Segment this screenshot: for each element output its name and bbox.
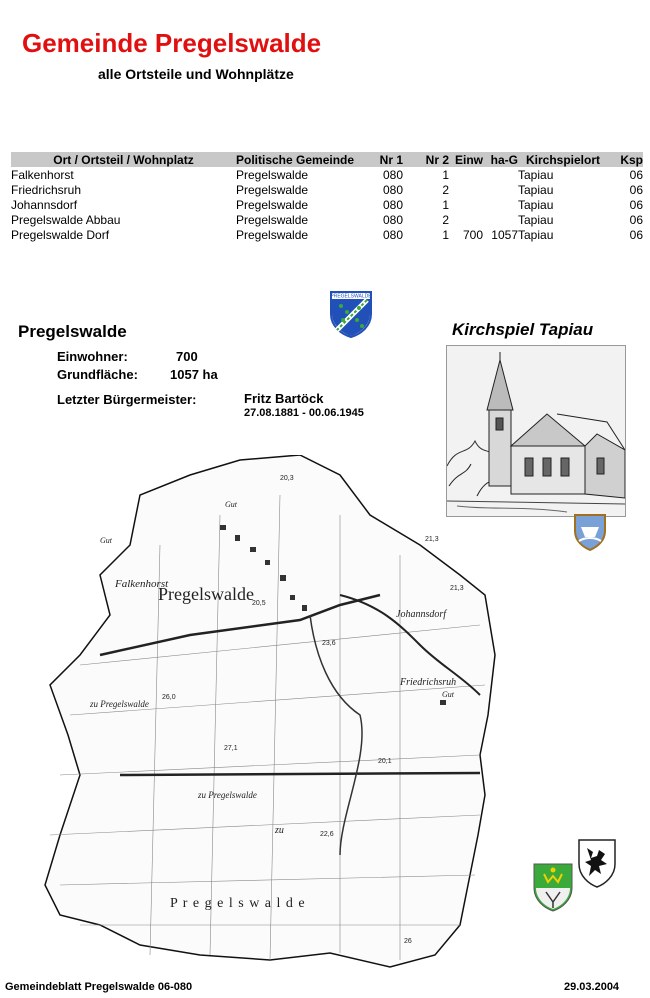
map-label-gut1: Gut xyxy=(100,536,112,545)
pregelswalde-crest-icon xyxy=(329,290,373,338)
col-header-kirchspielort: Kirchspielort xyxy=(518,152,608,167)
mayor-dates: 27.08.1881 - 00.06.1945 xyxy=(244,407,364,419)
map-height: 26 xyxy=(404,938,412,945)
map-height: 21,3 xyxy=(450,585,464,592)
col-header-ort: Ort / Ortsteil / Wohnplatz xyxy=(11,152,236,167)
historic-map xyxy=(40,455,500,970)
footer-document-id: Gemeindeblatt Pregelswalde 06-080 xyxy=(5,981,193,993)
table-header-row xyxy=(11,152,643,167)
map-label-friedrichsruh: Friedrichsruh xyxy=(400,677,457,688)
cell-gemeinde: Pregelswalde xyxy=(236,182,309,197)
map-drawing xyxy=(40,455,500,970)
map-label-gut2: Gut xyxy=(225,500,237,509)
cell-einw xyxy=(449,197,483,212)
cell-kirchspielort: Tapiau xyxy=(518,197,554,212)
cell-ksp: 06 xyxy=(629,227,643,242)
col-header-ha: ha-G xyxy=(483,152,518,167)
eagle-crest-icon xyxy=(577,838,617,888)
map-label-pregelswalde: Pregelswalde xyxy=(158,584,254,604)
cell-gemeinde: Pregelswalde xyxy=(236,197,309,212)
map-height: 26,0 xyxy=(162,694,176,701)
cell-einw xyxy=(449,167,483,182)
green-crest-icon xyxy=(532,862,574,912)
cell-ha xyxy=(483,182,518,197)
cell-einw xyxy=(449,182,483,197)
cell-nr1: 080 xyxy=(382,182,403,197)
cell-nr2: 2 xyxy=(442,182,449,197)
footer-date: 29.03.2004 xyxy=(564,981,620,993)
table-row xyxy=(11,227,643,242)
cell-einw xyxy=(449,212,483,227)
cell-nr2: 1 xyxy=(442,197,449,212)
cell-ha xyxy=(483,167,518,182)
grundflaeche-value: 1057 ha xyxy=(170,367,218,382)
place-name: Pregelswalde xyxy=(18,322,127,341)
settlements-table xyxy=(11,152,643,242)
col-header-nr1: Nr 1 xyxy=(357,152,403,167)
col-header-einw: Einw xyxy=(449,152,483,167)
cell-ha xyxy=(483,212,518,227)
crest-caption: PREGELSWALDE xyxy=(330,293,372,300)
cell-gemeinde: Pregelswalde xyxy=(236,212,309,227)
cell-nr1: 080 xyxy=(382,197,403,212)
cell-nr2: 1 xyxy=(442,227,449,242)
einwohner-value: 700 xyxy=(176,349,198,364)
map-height: 20,3 xyxy=(280,475,294,482)
cell-ksp: 06 xyxy=(629,212,643,227)
cell-ha xyxy=(483,197,518,212)
kirchspiel-heading: Kirchspiel Tapiau xyxy=(452,320,594,339)
map-height: 20,5 xyxy=(252,600,266,607)
table-row xyxy=(11,212,643,227)
tapiau-crest-icon xyxy=(573,513,607,551)
cell-ort: Johannsdorf xyxy=(11,197,78,212)
col-header-gemeinde: Politische Gemeinde xyxy=(236,152,357,167)
mayor-label: Letzter Bürgermeister: xyxy=(57,392,197,407)
page-title: Gemeinde Pregelswalde xyxy=(22,28,322,58)
map-label-johannsdorf: Johannsdorf xyxy=(396,609,446,620)
map-label-pregelswalde-lower: P r e g e l s w a l d e xyxy=(170,896,306,911)
cell-kirchspielort: Tapiau xyxy=(518,212,554,227)
cell-ha: 1057 xyxy=(491,227,518,242)
cell-kirchspielort: Tapiau xyxy=(518,227,554,242)
cell-ksp: 06 xyxy=(629,197,643,212)
cell-ksp: 06 xyxy=(629,182,643,197)
cell-nr2: 2 xyxy=(442,212,449,227)
cell-ort: Friedrichsruh xyxy=(11,182,82,197)
cell-ort: Falkenhorst xyxy=(11,167,74,182)
cell-gemeinde: Pregelswalde xyxy=(236,227,309,242)
map-height: 23,6 xyxy=(322,640,336,647)
table-row xyxy=(11,182,643,197)
map-label-zu2: zu Pregelswalde xyxy=(198,790,257,800)
einwohner-label: Einwohner: xyxy=(57,349,128,364)
cell-kirchspielort: Tapiau xyxy=(518,167,554,182)
cell-nr1: 080 xyxy=(382,167,403,182)
cell-nr1: 080 xyxy=(382,227,403,242)
map-height: 21,3 xyxy=(425,536,439,543)
cell-einw: 700 xyxy=(462,227,483,242)
map-height: 27,1 xyxy=(224,745,238,752)
cell-ksp: 06 xyxy=(629,167,643,182)
table-row xyxy=(11,197,643,212)
col-header-nr2: Nr 2 xyxy=(403,152,449,167)
cell-nr1: 080 xyxy=(382,212,403,227)
map-label-zu1: zu Pregelswalde xyxy=(90,699,149,709)
grundflaeche-label: Grundfläche: xyxy=(57,367,138,382)
page-subtitle: alle Ortsteile und Wohnplätze xyxy=(98,66,294,82)
col-header-ksp: Ksp xyxy=(608,152,643,167)
map-height: 20,1 xyxy=(378,758,392,765)
cell-gemeinde: Pregelswalde xyxy=(236,167,309,182)
cell-kirchspielort: Tapiau xyxy=(518,182,554,197)
map-label-zu3: zu xyxy=(275,825,284,836)
cell-ort: Pregelswalde Abbau xyxy=(11,212,121,227)
map-label-gut3: Gut xyxy=(442,690,454,699)
map-height: 22,6 xyxy=(320,831,334,838)
cell-nr2: 1 xyxy=(442,167,449,182)
mayor-name: Fritz Bartöck xyxy=(244,391,324,406)
cell-ort: Pregelswalde Dorf xyxy=(11,227,110,242)
table-row xyxy=(11,167,643,182)
map-label-falkenhorst: Falkenhorst xyxy=(115,578,169,590)
